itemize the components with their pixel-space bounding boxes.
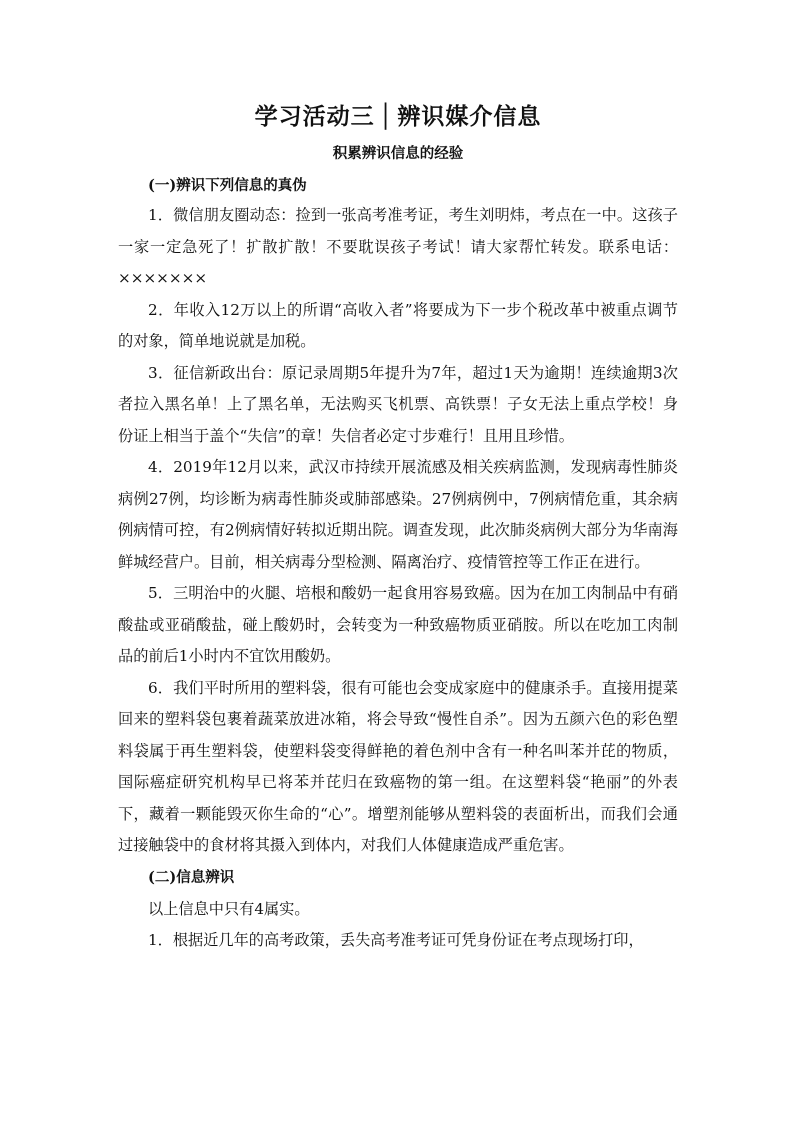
info-item-3: 3．征信新政出台：原记录周期5年提升为7年，超过1天为逾期！连续逾期3次者拉入黑名单！上了黑名单，无法购买飞机票、高铁票！子女无法上重点学校！身份证上相当于盖个“失信”的章！失信者必定寸步难行！且用且珍惜。 [118, 363, 678, 445]
info-item-2: 2．年收入12万以上的所谓“高收入者”将要成为下一步个税改革中被重点调节的对象，简单地说就是加税。 [118, 300, 678, 350]
info-item-6: 6．我们平时所用的塑料袋，很有可能也会变成家庭中的健康杀手。直接用提菜回来的塑料袋包裹着蔬菜放进冰箱，将会导致“慢性自杀”。因为五颜六色的彩色塑料袋属于再生塑料袋，使塑料袋变得鲜艳的着色剂中含有一种名叫苯并芘的物质，国际癌症研究机构早已将苯并芘归在致癌物的第一组。在这塑料袋“艳丽”的外表下，藏着一颗能毁灭你生命的“心”。增塑剂能够从塑料袋的表面析出，而我们会通过接触袋中的食材将其摄入到体内，对我们人体健康造成严重危害。 [118, 678, 678, 854]
title-main: 学习活动三 [254, 104, 375, 130]
section2-intro: 以上信息中只有4属实。 [148, 899, 310, 918]
info-item-5: 5．三明治中的火腿、培根和酸奶一起食用容易致癌。因为在加工肉制品中有硝酸盐或亚硝酸盐，碰上酸奶时，会转变为一种致癌物质亚硝胺。所以在吃加工肉制品的前后1小时内不宜饮用酸奶。 [118, 584, 678, 665]
section2-heading: (二)信息辨识 [148, 868, 235, 886]
section1-heading: (一)辨识下列信息的真伪 [148, 177, 307, 194]
page-title [118, 96, 678, 138]
document-page [118, 96, 678, 957]
info-item-1: 1．微信朋友圈动态：捡到一张高考准考证，考生刘明炜，考点在一中。这孩子一家一定急死了！扩散扩散！不要耽误孩子考试！请大家帮忙转发。联系电话：××××××× [118, 206, 678, 287]
info-item-4: 4．2019年12月以来，武汉市持续开展流感及相关疾病监测，发现病毒性肺炎病例27例，均诊断为病毒性肺炎或肺部感染。27例病例中，7例病情危重，其余病例病情可控，有2例病情好转拟近期出院。调查发现，此次肺炎病例大部分为华南海鲜城经营户。目前，相关病毒分型检测、隔离治疗、疫情管控等工作正在进行。 [118, 458, 678, 571]
analysis-item-1: 1．根据近几年的高考政策，丢失高考准考证可凭身份证在考点现场打印， [148, 931, 644, 949]
title-sub: 辨识媒介信息 [397, 104, 542, 130]
title-separator: │ [378, 104, 394, 130]
section-subtitle: 积累辨识信息的经验 [332, 145, 464, 162]
